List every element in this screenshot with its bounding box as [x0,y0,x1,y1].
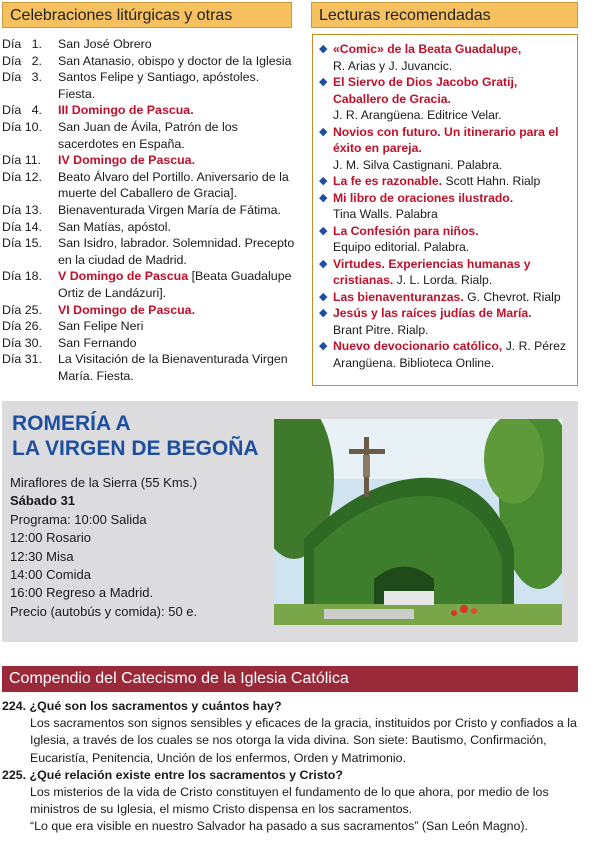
reading-item [317,256,573,289]
reading-item [317,338,573,371]
romeria-location: Miraflores de la Sierra (55 Kms.) [10,475,198,490]
calendar-day: Día 2. [2,53,42,68]
liturgical-header: Celebraciones litúrgicas y otras [2,2,292,28]
reading-title: Nuevo devocionario católico, [333,339,503,353]
reading-item [317,173,573,190]
reading-author: J. R. Pérez Arangüena. Biblioteca Online. [333,339,566,370]
calendar-entry [2,152,298,169]
calendar-text [58,102,298,119]
recommended-readings [312,34,578,386]
reading-author: J. M. Silva Castignani. Palabra. [333,157,503,172]
calendar-entry [2,318,298,335]
romeria-details [10,474,197,621]
diamond-bullet-icon: ◆ [319,340,328,352]
calendar-text [58,335,298,352]
calendar-text [58,119,298,152]
calendar-event: Santos Felipe y Santiago, apóstoles. Fiesta. [58,70,260,101]
calendar-entry [2,235,298,268]
reading-author: Brant Pitre. Rialp. [333,322,429,337]
reading-title: Las bienaventuranzas. [333,289,464,304]
program-line: 12:00 Rosario [10,530,91,546]
calendar-entry [2,119,298,152]
calendar-text [58,268,298,301]
calendar-entry [2,335,298,352]
catechism-answer: Los sacramentos son signos sensibles y eficaces de la gracia, instituidos por Cristo y confiados a la Iglesia, a través de los cuales se nos otorga la vida divina. Son siete: Bautismo, Confirmación, Eucaristía, Penitencia, Unción de los enfermos, Orden y Matrimonio. [30,716,577,765]
reading-item [317,223,573,256]
calendar-entry [2,102,298,119]
calendar-text [58,53,298,70]
calendar-entry [2,219,298,236]
calendar-entry [2,351,298,384]
readings-header: Lecturas recomendadas [311,2,578,28]
catechism-answer: Los misterios de la vida de Cristo constituyen el fundamento de lo que ahora, por medio de los ministros de su Iglesia, el mismo Cristo dispensa en los sacramentos. [30,785,549,817]
calendar-entry [2,169,298,202]
calendar-event: IV Domingo de Pascua. [58,153,196,168]
calendar-day: Día 14. [2,219,42,234]
reading-title: La fe es razonable. [333,174,443,188]
diamond-bullet-icon: ◆ [319,257,328,270]
calendar-event: San Juan de Ávila, Patrón de los sacerdotes en España. [58,119,238,151]
calendar-text [58,36,298,53]
program-line: 16:00 Regreso a Madrid. [10,585,154,601]
diamond-bullet-icon: ◆ [319,307,328,319]
reading-title: Virtudes. Experiencias humanas y cristianas. [333,256,531,287]
calendar-event: La Visitación de la Bienaventurada Virgen María. Fiesta. [58,352,288,383]
program-line: Precio (autobús y comida): 50 e. [10,603,198,619]
calendar-entry [2,53,298,70]
romeria-date: Sábado 31 [10,493,76,509]
diamond-bullet-icon: ◆ [319,224,328,237]
romeria-box [2,401,578,642]
reading-title: Novios con futuro. Un itinerario para el éxito en pareja. [333,124,559,155]
calendar-text [58,219,298,236]
calendar-day: Día 12. [2,169,42,184]
calendar-entry [2,302,298,319]
calendar-event: San Fernando [58,335,137,350]
reading-author: Equipo editorial. Palabra. [333,240,470,254]
calendar-day: Día 15. [2,236,42,251]
calendar-note: [Beata Guadalupe Ortiz de Landázuri]. [58,269,292,300]
reading-item [317,74,573,124]
calendar-entry [2,69,298,102]
diamond-bullet-icon: ◆ [319,290,328,303]
reading-item [317,190,573,223]
program-line: 12:30 Misa [10,548,74,564]
catechism-question: 225. ¿Qué relación existe entre los sacramentos y Cristo? [2,767,343,782]
begona-shrine-photo [274,419,562,625]
catechism-section [2,698,582,836]
program-line: Programa: 10:00 Salida [10,511,147,527]
diamond-bullet-icon: ◆ [319,125,328,138]
calendar-event: San Isidro, labrador. Solemnidad. Precepto en la ciudad de Madrid. [58,236,295,267]
calendar-event: San Atanasio, obispo y doctor de la Iglesia [58,53,292,68]
calendar-event: San José Obrero [58,37,152,51]
calendar-text [58,152,298,169]
calendar-text [58,235,298,268]
reading-author: J. L. Lorda. Rialp. [393,273,493,287]
program-line: 14:00 Comida [10,567,91,583]
calendar-day: Día 4. [2,103,42,118]
calendar-event: VI Domingo de Pascua. [58,302,196,317]
calendar-entry [2,202,298,219]
calendar-event: III Domingo de Pascua. [58,103,194,118]
catechism-answer: “Lo que era visible en nuestro Salvador ha pasado a sus sacramentos” (San León Magno). [30,819,528,834]
reading-item [317,305,573,338]
reading-title: La Confesión para niños. [333,223,479,238]
calendar-entry [2,36,298,53]
diamond-bullet-icon: ◆ [319,175,328,187]
reading-author: G. Chevrot. Rialp [463,289,561,304]
reading-author: Scott Hahn. Rialp [442,174,541,188]
calendar-event: Bienaventurada Virgen María de Fátima. [58,202,281,217]
calendar-text [58,318,298,335]
calendar-day: Día 25. [2,302,42,317]
diamond-bullet-icon: ◆ [319,191,328,204]
calendar-text [58,69,298,102]
catechism-header: Compendio del Catecismo de la Iglesia Católica [2,666,578,692]
reading-item [317,41,573,74]
calendar-text [58,202,298,219]
calendar-event: San Felipe Neri [58,319,144,334]
reading-author: R. Arias y J. Juvancic. [333,58,453,73]
calendar-day: Día 26. [2,319,42,334]
calendar-event: V Domingo de Pascua [58,269,189,284]
calendar-day: Día 1. [2,37,42,51]
calendar-entry [2,268,298,301]
reading-title: «Comic» de la Beata Guadalupe, [333,42,522,56]
calendar-day: Día 13. [2,202,42,217]
reading-item [317,289,573,306]
calendar-text [58,302,298,319]
reading-item [317,124,573,174]
calendar-day: Día 3. [2,70,42,85]
calendar-event: Beato Álvaro del Portillo. Aniversario de la muerte del Caballero de Gracia]. [58,169,289,201]
calendar-day: Día 18. [2,269,42,284]
calendar-event: San Matías, apóstol. [58,219,171,234]
reading-author: Tina Walls. Palabra [333,207,438,221]
diamond-bullet-icon: ◆ [319,76,328,88]
calendar-text [58,169,298,202]
calendar-day: Día 30. [2,335,42,350]
catechism-question: 224. ¿Qué son los sacramentos y cuántos hay? [2,699,282,713]
diamond-bullet-icon: ◆ [319,43,328,55]
liturgical-calendar [2,36,298,384]
calendar-text [58,351,298,384]
reading-title: El Siervo de Dios Jacobo Gratij, Caballero de Gracia. [333,75,518,106]
calendar-day: Día 10. [2,119,42,134]
reading-title: Mi libro de oraciones ilustrado. [333,190,514,205]
calendar-day: Día 11. [2,153,42,168]
reading-author: J. R. Arangüena. Editrice Velar. [333,108,502,122]
romeria-title: ROMERÍA A LA VIRGEN DE BEGOÑA [12,412,259,460]
reading-title: Jesús y las raíces judías de María. [333,306,532,320]
calendar-day: Día 31. [2,352,42,367]
